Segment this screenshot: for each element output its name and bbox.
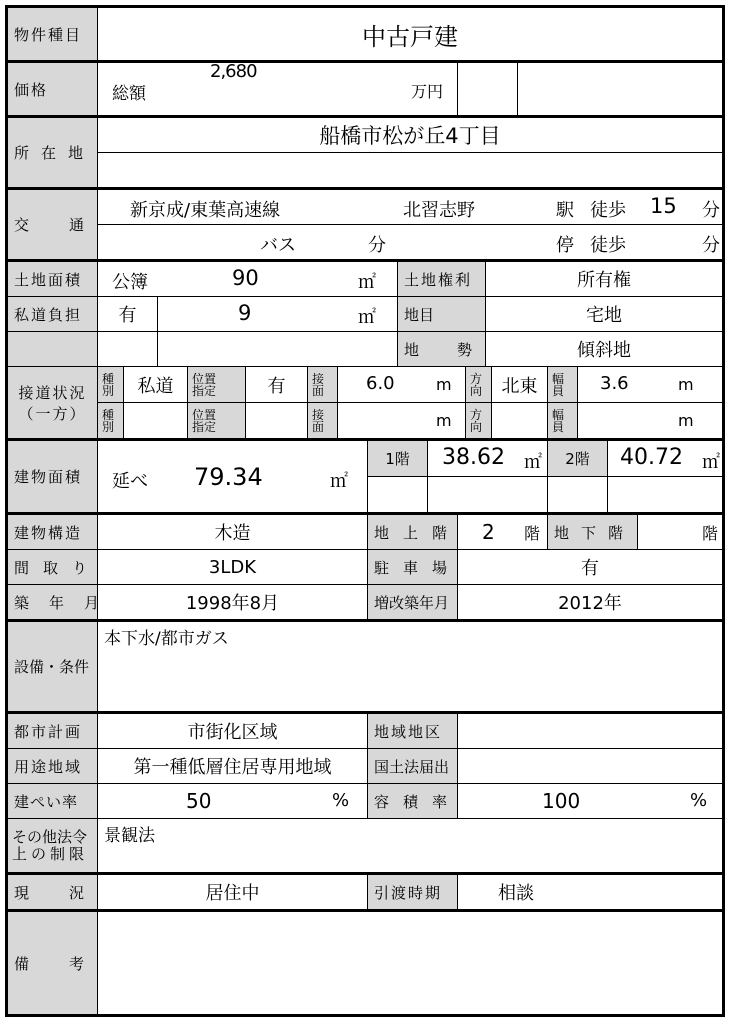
kind-label-1: 種 別 — [98, 367, 124, 403]
road2-frontage-meter: m — [436, 411, 452, 430]
road2-direction — [492, 403, 548, 439]
label-other-law: その他法令 上の制限 — [8, 819, 98, 873]
far-percent: % — [690, 790, 708, 811]
current-value: 居住中 — [98, 875, 368, 910]
property-sheet — [5, 5, 725, 1017]
empty-label-row — [8, 332, 98, 367]
coverage-percent: % — [332, 790, 350, 811]
label-facilities: 設備・条件 — [8, 622, 98, 712]
label-city-plan: 都市計画 — [8, 714, 98, 749]
transport-train — [98, 190, 722, 225]
road2-width-meter: m — [678, 411, 694, 430]
road-width-value: 3.6 — [600, 373, 629, 394]
zone-district-value — [458, 714, 722, 749]
private-road-sqm: ㎡ — [358, 307, 376, 328]
coverage-cell — [98, 784, 368, 819]
label-private-road: 私道負担 — [8, 297, 98, 332]
width-label-2: 幅 員 — [548, 403, 578, 439]
floor2-sqm: ㎡ — [702, 452, 720, 473]
empty-cell-a — [98, 332, 158, 367]
price-cell — [98, 63, 458, 116]
road-designation-value: 有 — [246, 367, 308, 403]
above-floors-cell — [458, 515, 548, 550]
land-category-value: 宅地 — [486, 297, 722, 332]
land-area-value: 90 — [232, 266, 259, 290]
minute-unit: 分 — [702, 200, 720, 221]
land-area-cell — [98, 262, 398, 297]
land-right-value: 所有権 — [486, 262, 722, 297]
designation-label-2: 位置 指定 — [188, 403, 246, 439]
below-floors-cell: 階 — [638, 515, 722, 550]
coverage-value: 50 — [186, 789, 212, 813]
road2-frontage — [338, 403, 466, 439]
handover-value: 相談 — [458, 875, 722, 910]
frontage-meter: m — [436, 375, 452, 394]
frontage-label-2: 接 面 — [308, 403, 338, 439]
station-suffix: 駅 — [556, 200, 574, 221]
floor-extra-d — [608, 477, 722, 513]
above-floor-unit: 階 — [524, 524, 541, 543]
parking-value: 有 — [458, 550, 722, 585]
address-line2 — [98, 153, 722, 188]
price-extra-2 — [518, 63, 722, 116]
price-unit: 万円 — [411, 82, 444, 101]
other-law-value: 景観法 — [98, 819, 722, 873]
empty-cell-b — [158, 332, 398, 367]
label-coverage: 建ぺい率 — [8, 784, 98, 819]
width-label-1: 幅 員 — [548, 367, 578, 403]
floor1-sqm: ㎡ — [524, 452, 542, 473]
total-label: 総額 — [112, 84, 146, 104]
label-built: 築年月 — [8, 585, 98, 620]
label-land-law: 国土法届出 — [368, 749, 458, 784]
far-value: 100 — [542, 789, 581, 813]
road2-kind — [124, 403, 188, 439]
city-plan-value: 市街化区域 — [98, 714, 368, 749]
road-frontage-cell — [338, 367, 466, 403]
floor2-label: 2階 — [548, 441, 608, 477]
label-use-zone: 用途地域 — [8, 749, 98, 784]
floor-extra-c — [548, 477, 608, 513]
bus-minute-unit: 分 — [368, 235, 386, 256]
facilities-value: 本下水/都市ガス — [98, 622, 722, 712]
label-handover: 引渡時期 — [368, 875, 458, 910]
road-width-cell — [578, 367, 722, 403]
label-building-area: 建物面積 — [8, 441, 98, 513]
building-area-cell — [98, 441, 368, 513]
transport-bus — [98, 225, 722, 260]
far-cell — [458, 784, 722, 819]
label-property-type: 物件種目 — [8, 8, 98, 61]
price-extra-1 — [458, 63, 518, 116]
address-value: 船橋市松が丘4丁目 — [98, 118, 722, 153]
floor1-value: 38.62 — [442, 445, 505, 470]
bus-label: バス — [260, 235, 296, 256]
land-law-value — [458, 749, 722, 784]
remarks-value — [98, 912, 722, 1014]
sqm-unit: ㎡ — [358, 272, 376, 293]
property-type-value: 中古戸建 — [98, 8, 722, 61]
label-above-floors: 地上階 — [368, 515, 458, 550]
above-floors-value: 2 — [482, 520, 495, 544]
designation-label-1: 位置 指定 — [188, 367, 246, 403]
floor1-label: 1階 — [368, 441, 428, 477]
private-road-area: 9 — [238, 301, 252, 325]
label-far: 容積率 — [368, 784, 458, 819]
road-direction-value: 北東 — [492, 367, 548, 403]
label-land-area: 土地面積 — [8, 262, 98, 297]
label-terrain: 地勢 — [398, 332, 486, 367]
use-zone-value: 第一種低層住居専用地域 — [98, 749, 368, 784]
floor-extra-a — [368, 477, 428, 513]
registry-label: 公簿 — [112, 272, 148, 293]
road-frontage-value: 6.0 — [366, 373, 395, 394]
label-current: 現況 — [8, 875, 98, 910]
label-land-right: 土地権利 — [398, 262, 486, 297]
private-road-area-cell — [158, 297, 398, 332]
price-value: 2,680 — [210, 61, 257, 82]
road-kind-value: 私道 — [124, 367, 188, 403]
station-name: 北習志野 — [403, 200, 475, 221]
total-floor-sqm: ㎡ — [330, 471, 348, 492]
label-road-access: 接道状況 （一方） — [8, 367, 98, 439]
label-below-floors: 地下階 — [548, 515, 638, 550]
stop-label: 停 — [556, 235, 574, 256]
stop-minute-unit: 分 — [702, 235, 720, 256]
label-renovated: 増改築年月 — [368, 585, 458, 620]
label-parking: 駐車場 — [368, 550, 458, 585]
direction-label-2: 方 向 — [466, 403, 492, 439]
floor1-cell — [428, 441, 548, 477]
floor-extra-b — [428, 477, 548, 513]
label-land-category: 地目 — [398, 297, 486, 332]
walk-minutes: 15 — [650, 194, 677, 218]
train-line: 新京成/東葉高速線 — [130, 200, 281, 221]
road2-width — [578, 403, 722, 439]
label-structure: 建物構造 — [8, 515, 98, 550]
label-layout: 間取り — [8, 550, 98, 585]
floor2-cell — [608, 441, 722, 477]
label-remarks: 備考 — [8, 912, 98, 1014]
stop-walk-label: 徒歩 — [590, 235, 626, 256]
private-road-has: 有 — [98, 297, 158, 332]
total-floor-label: 延べ — [112, 471, 148, 492]
label-transport: 交通 — [8, 190, 98, 260]
floor2-value: 40.72 — [620, 445, 683, 470]
kind-label-2: 種 別 — [98, 403, 124, 439]
label-zone-district: 地域地区 — [368, 714, 458, 749]
label-price: 価格 — [8, 63, 98, 116]
width-meter: m — [678, 375, 694, 394]
layout-value: 3LDK — [98, 550, 368, 585]
label-location: 所在地 — [8, 118, 98, 188]
frontage-label-1: 接 面 — [308, 367, 338, 403]
structure-value: 木造 — [98, 515, 368, 550]
road2-designation — [246, 403, 308, 439]
walk-label: 徒歩 — [590, 200, 626, 221]
direction-label-1: 方 向 — [466, 367, 492, 403]
total-floor-value: 79.34 — [194, 463, 263, 491]
built-value: 1998年8月 — [98, 585, 368, 620]
renovated-value: 2012年 — [458, 585, 722, 620]
terrain-value: 傾斜地 — [486, 332, 722, 367]
